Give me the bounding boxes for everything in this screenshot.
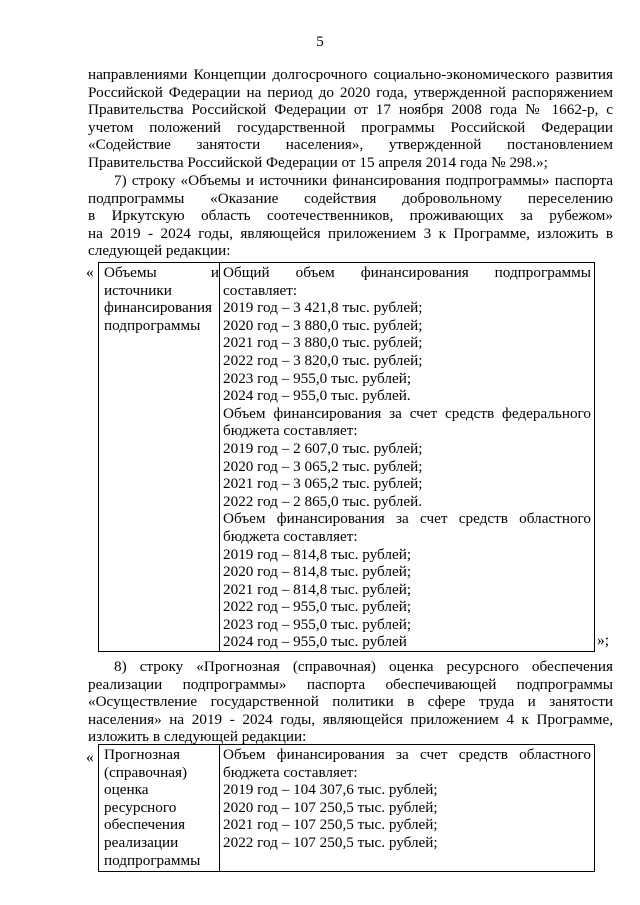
content-line: 2019 год – 104 307,6 тыс. рублей; bbox=[223, 781, 438, 799]
label-line: подпрограммы bbox=[104, 316, 201, 334]
text-line: изложить в следующей редакции: bbox=[88, 728, 307, 746]
text-line: Правительства Российской Федерации от 17 ноября 2008 года № 1662-р, с bbox=[88, 101, 613, 119]
label-line: ресурсного bbox=[104, 798, 177, 816]
label-line: обеспечения bbox=[104, 816, 186, 834]
text-line: 8) строку «Прогнозная (справочная) оценка ресурсного обеспечения bbox=[114, 658, 613, 675]
content-line: 2022 год – 107 250,5 тыс. рублей; bbox=[223, 833, 438, 851]
paragraph-item-8 bbox=[88, 658, 613, 746]
label-line: оценка bbox=[104, 781, 149, 799]
resource-content-cell bbox=[220, 745, 595, 872]
content-line: 2019 год – 2 607,0 тыс. рублей; bbox=[223, 439, 423, 457]
content-line: 2022 год – 955,0 тыс. рублей; bbox=[223, 598, 412, 616]
content-line: бюджета составляет: bbox=[223, 422, 358, 440]
content-line: 2020 год – 3 065,2 тыс. рублей; bbox=[223, 457, 423, 475]
content-line: 2020 год – 3 880,0 тыс. рублей; bbox=[223, 316, 423, 334]
open-quote: « bbox=[86, 749, 94, 766]
text-line: на 2019 - 2024 годы, являющейся приложением 3 к Программе, изложить в bbox=[88, 224, 613, 242]
resource-label-cell bbox=[99, 745, 220, 872]
paragraph-item-7 bbox=[88, 172, 613, 260]
content-line: 2022 год – 3 820,0 тыс. рублей; bbox=[223, 351, 423, 369]
label-line: Объемы и bbox=[104, 264, 219, 281]
content-line: 2019 год – 814,8 тыс. рублей; bbox=[223, 545, 412, 563]
label-line: источники bbox=[104, 281, 172, 299]
content-line: 2022 год – 2 865,0 тыс. рублей. bbox=[223, 492, 423, 510]
content-line: 2023 год – 955,0 тыс. рублей; bbox=[223, 615, 412, 633]
content-line: Объем финансирования за счет средств областного bbox=[223, 746, 591, 763]
content-line: 2020 год – 107 250,5 тыс. рублей; bbox=[223, 798, 438, 816]
financing-label-cell bbox=[99, 263, 220, 652]
label-line: реализации bbox=[104, 833, 179, 851]
text-line: следующей редакции: bbox=[88, 242, 231, 260]
text-line: Правительства Российской Федерации от 15 апреля 2014 года № 298.»; bbox=[88, 153, 548, 171]
content-line: 2021 год – 3 065,2 тыс. рублей; bbox=[223, 475, 423, 493]
text-line: реализации подпрограммы» паспорта обеспечивающей подпрограммы bbox=[88, 675, 613, 693]
content-line: 2019 год – 3 421,8 тыс. рублей; bbox=[223, 299, 423, 317]
close-quote: »; bbox=[597, 632, 610, 649]
label-line: (справочная) bbox=[104, 763, 188, 781]
content-line: 2020 год – 814,8 тыс. рублей; bbox=[223, 563, 412, 581]
content-line: бюджета составляет: bbox=[223, 763, 358, 781]
content-line: бюджета составляет: bbox=[223, 527, 358, 545]
open-quote: « bbox=[86, 264, 94, 281]
content-line: 2021 год – 3 880,0 тыс. рублей; bbox=[223, 334, 423, 352]
content-line: Общий объем финансирования подпрограммы bbox=[223, 264, 591, 281]
label-line: финансирования bbox=[104, 299, 212, 317]
text-line: 7) строку «Объемы и источники финансирования подпрограммы» паспорта bbox=[114, 172, 613, 189]
content-line: 2021 год – 814,8 тыс. рублей; bbox=[223, 580, 412, 598]
page-number: 5 bbox=[316, 34, 324, 50]
text-line: учетом положений государственной программы Российской Федерации bbox=[88, 118, 613, 136]
content-line: Объем финансирования за счет средств федерального bbox=[223, 404, 591, 422]
text-line: направлениями Концепции долгосрочного социально-экономического развития bbox=[88, 66, 613, 83]
text-line: в Иркутскую область соотечественников, проживающих за рубежом» bbox=[88, 207, 613, 225]
label-line: Прогнозная bbox=[104, 746, 180, 763]
label-line: подпрограммы bbox=[104, 851, 201, 869]
content-line: 2021 год – 107 250,5 тыс. рублей; bbox=[223, 816, 438, 834]
text-line: подпрограммы «Оказание содействия добровольному переселению bbox=[88, 189, 613, 207]
content-line: 2023 год – 955,0 тыс. рублей; bbox=[223, 369, 412, 387]
text-line: «Осуществление государственной политики в сфере труда и занятости bbox=[88, 693, 613, 711]
resource-forecast-table bbox=[98, 744, 595, 872]
text-line: Российской Федерации на период до 2020 года, утвержденной распоряжением bbox=[88, 83, 613, 101]
text-line: населения» на 2019 - 2024 годы, являющейся приложением 4 к Программе, bbox=[88, 710, 613, 728]
content-line: Объем финансирования за счет средств областного bbox=[223, 510, 591, 528]
content-line: составляет: bbox=[223, 281, 298, 299]
financing-content-cell bbox=[220, 263, 595, 652]
content-line: 2024 год – 955,0 тыс. рублей bbox=[223, 633, 407, 651]
text-line: «Содействие занятости населения», утвержденной постановлением bbox=[88, 136, 613, 154]
financing-table bbox=[98, 262, 595, 652]
paragraph-concept bbox=[88, 66, 613, 172]
content-line: 2024 год – 955,0 тыс. рублей. bbox=[223, 387, 411, 405]
